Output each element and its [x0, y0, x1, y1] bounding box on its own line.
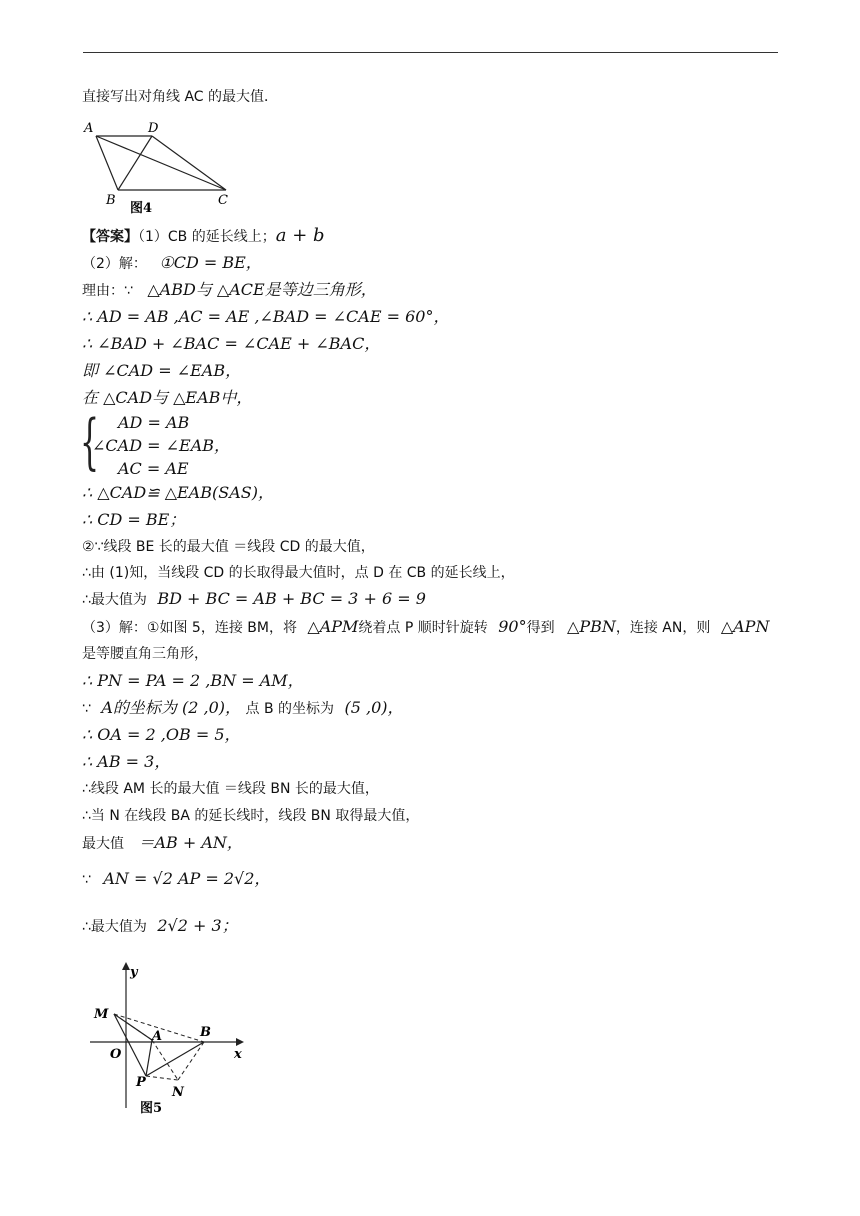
line-21-math: ＝AB + AN， [138, 833, 243, 852]
answer-line [82, 226, 325, 247]
line-5: ∴ ∠BAD + ∠BAC = ∠CAE + ∠BAC， [82, 334, 381, 353]
line-13-e: 得到 [526, 620, 555, 636]
fig5-label-o: O [110, 1047, 122, 1062]
question-line: 直接写出对角线 AC 的最大值． [82, 89, 279, 105]
system-eq-3: AC = AE [118, 459, 189, 478]
line-13 [82, 617, 769, 638]
line-21-label: 最大值 [82, 836, 124, 852]
answer-part1: （1）CB 的延长线上； [138, 229, 276, 245]
fig5-label-x: x [234, 1047, 242, 1062]
line-2-math: ①CD = BE， [159, 253, 262, 272]
fig5-caption: 图5 [140, 1101, 163, 1116]
line-16-d: (5 ,0)， [344, 698, 404, 717]
line-15: ∴ PN = PA = 2 ,BN = AM， [82, 671, 304, 690]
line-12 [82, 589, 426, 610]
line-13-a: （3）解：①如图 5，连接 BM，将 [82, 620, 297, 636]
header-rule [83, 52, 778, 53]
line-6: 即 ∠CAD = ∠EAB， [82, 361, 242, 380]
line-10: ②∵线段 BE 长的最大值 ＝线段 CD 的最大值， [82, 539, 375, 555]
fig5-x-arrow [236, 1038, 244, 1046]
line-12-label: ∴最大值为 [82, 592, 147, 608]
line-3-math: △ABD与 △ACE是等边三角形， [147, 280, 377, 299]
line-16-b: A的坐标为 (2 ,0)， [101, 698, 242, 717]
line-13-h: △APN [720, 617, 770, 636]
line-17: ∴ OA = 2 ,OB = 5， [82, 725, 241, 744]
fig4-label-d: D [148, 121, 159, 136]
line-22-a: ∵ [82, 872, 91, 888]
line-13-b: △APM [307, 617, 359, 636]
fig5-label-b: B [200, 1025, 211, 1040]
line-23-math: 2√2 + 3； [157, 916, 238, 935]
line-9: ∴ CD = BE； [82, 510, 186, 529]
fig4-label-a: A [84, 121, 94, 136]
fig4-label-b: B [106, 193, 116, 208]
figure-5 [88, 958, 258, 1118]
fig5-label-a: A [152, 1029, 163, 1044]
fig5-label-m: M [94, 1007, 109, 1022]
fig4-label-c: C [218, 193, 228, 208]
fig5-label-p: P [136, 1075, 146, 1090]
line-12-math: BD + BC = AB + BC = 3 + 6 = 9 [157, 589, 426, 608]
line-2 [82, 253, 262, 274]
line-13-g: ，连接 AN，则 [615, 620, 711, 636]
line-16-a: ∵ [82, 701, 91, 717]
line-21 [82, 833, 243, 854]
line-14: 是等腰直角三角形， [82, 646, 208, 662]
fig4-caption: 图4 [130, 201, 153, 216]
system-eq-1: AD = AB [118, 413, 190, 432]
line-18: ∴ AB = 3， [82, 752, 171, 771]
answer-tag: 【答案】 [82, 229, 138, 245]
system-brace: { [80, 407, 100, 477]
line-11: ∴由 (1)知，当线段 CD 的长取得最大值时，点 D 在 CB 的延长线上， [82, 565, 515, 581]
line-2-label: （2）解： [82, 256, 147, 272]
line-7: 在 △CAD与 △EAB中， [82, 388, 253, 407]
line-16-c: 点 B 的坐标为 [245, 701, 335, 717]
line-20: ∴当 N 在线段 BA 的延长线时，线段 BN 取得最大值， [82, 808, 420, 824]
fig5-label-n: N [172, 1085, 184, 1100]
answer-expr: a + b [275, 225, 325, 246]
line-13-d: 90° [498, 617, 527, 636]
line-3 [82, 280, 377, 301]
line-19: ∴线段 AM 长的最大值 ＝线段 BN 长的最大值， [82, 781, 379, 797]
fig5-label-y: y [130, 965, 138, 980]
fig5-y-arrow [122, 962, 130, 970]
line-4: ∴ AD = AB ,AC = AE ,∠BAD = ∠CAE = 60°， [82, 307, 450, 326]
line-22 [82, 869, 270, 890]
line-8: ∴ △CAD≌ △EAB(SAS)， [82, 483, 274, 502]
line-13-c: 绕着点 P 顺时针旋转 [358, 620, 488, 636]
system-eq-2: ∠CAD = ∠EAB， [92, 436, 231, 455]
line-23-a: ∴最大值为 [82, 919, 147, 935]
line-16 [82, 698, 404, 719]
line-13-f: △PBN [567, 617, 616, 636]
line-23 [82, 916, 238, 937]
line-22-math: AN = √2 AP = 2√2， [103, 869, 271, 888]
line-3-label: 理由：∵ [82, 283, 133, 299]
figure-4 [82, 116, 242, 216]
